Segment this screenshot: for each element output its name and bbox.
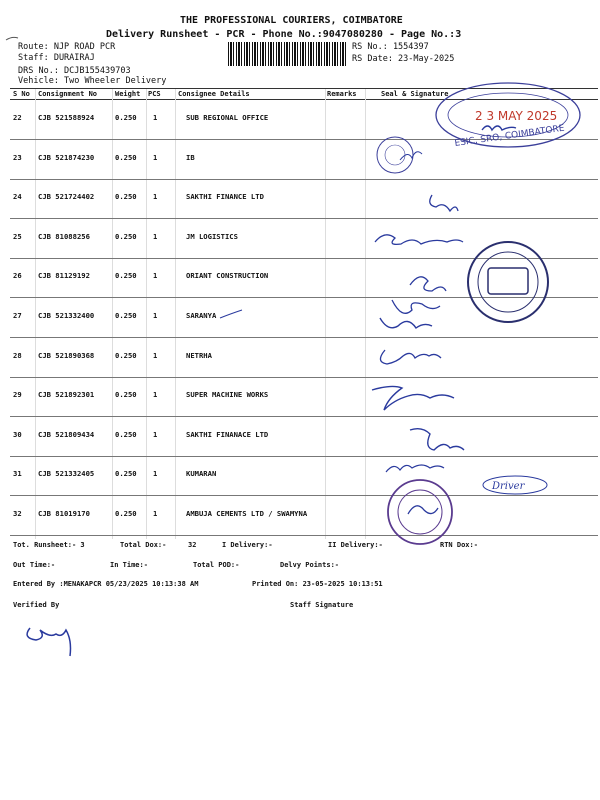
row-weight: 0.250 [115, 232, 137, 241]
ib-stamp [377, 137, 422, 173]
drs-number: DRS No.: DCJB155439703 [18, 66, 131, 76]
pen-mark [220, 310, 242, 318]
driver-note: Driver [492, 481, 525, 492]
row-consignee: SUPER MACHINE WORKS [186, 390, 269, 399]
company-title: THE PROFESSIONAL COURIERS, COIMBATORE [180, 15, 403, 26]
col-sno: S No [13, 90, 30, 98]
staff-signature-label: Staff Signature [290, 601, 354, 609]
vehicle: Vehicle: Two Wheeler Delivery [18, 76, 167, 86]
entered-by: Entered By :MENAKAPCR 05/23/2025 10:13:38 AM [13, 580, 199, 588]
printed-on: Printed On: 23-05-2025 10:13:51 [252, 580, 383, 588]
esic-date-stamp [436, 83, 580, 149]
row-consignment: CJB 81019170 [38, 509, 90, 518]
row-pcs: 1 [153, 430, 158, 439]
row-weight: 0.250 [115, 192, 137, 201]
signature-row-31 [386, 465, 444, 472]
row-weight: 0.250 [115, 311, 137, 320]
col-remarks: Remarks [327, 90, 357, 98]
row-consignee: KUMARAN [186, 469, 217, 478]
row-sno: 27 [13, 311, 22, 320]
row-consignee: SAKTHI FINANCE LTD [186, 192, 264, 201]
out-time: Out Time:- [13, 561, 56, 569]
row-pcs: 1 [153, 192, 158, 201]
row-sno: 32 [13, 509, 22, 518]
acc-stamp [388, 480, 452, 544]
total-dox-label: Total Dox:- [120, 541, 167, 549]
total-dox-value: 32 [188, 541, 197, 549]
row-consignee: SUB REGIONAL OFFICE [186, 113, 269, 122]
row-consignment: CJB 521890368 [38, 351, 95, 360]
row-sno: 29 [13, 390, 22, 399]
row-consignment: CJB 521724402 [38, 192, 95, 201]
row-consignment: CJB 81129192 [38, 271, 90, 280]
total-pod: Total POD:- [193, 561, 240, 569]
row-sno: 28 [13, 351, 22, 360]
col-signature: Seal & Signature [381, 90, 449, 98]
row-sno: 30 [13, 430, 22, 439]
signature-row-28 [380, 350, 441, 364]
col-consignee: Consignee Details [178, 90, 250, 98]
corner-mark [6, 37, 18, 40]
signature-row-30 [410, 429, 464, 450]
rs-number: RS No.: 1554397 [352, 42, 429, 52]
row-consignment: CJB 521332400 [38, 311, 95, 320]
row-consignment: CJB 521332405 [38, 469, 95, 478]
row-consignee: AMBUJA CEMENTS LTD / SWAMYNA [186, 509, 308, 518]
col-weight: Weight [115, 90, 141, 98]
row-consignee: SAKTHI FINANACE LTD [186, 430, 269, 439]
route: Route: NJP ROAD PCR [18, 42, 116, 52]
row-pcs: 1 [153, 390, 158, 399]
row-consignment: CJB 521809434 [38, 430, 95, 439]
row-pcs: 1 [153, 232, 158, 241]
runsheet-title: Delivery Runsheet - PCR - Phone No.:9047080280 - Page No.:3 [106, 29, 462, 40]
row-weight: 0.250 [115, 113, 137, 122]
row-consignee: SARANYA [186, 311, 217, 320]
ii-delivery: II Delivery:- [328, 541, 383, 549]
row-pcs: 1 [153, 113, 158, 122]
col-pcs: PCS [148, 90, 161, 98]
row-pcs: 1 [153, 351, 158, 360]
signature-row-24 [430, 195, 458, 211]
in-time: In Time:- [110, 561, 148, 569]
row-sno: 22 [13, 113, 22, 122]
date-stamp-text: 2 3 MAY 2025 [475, 109, 558, 123]
row-weight: 0.250 [115, 469, 137, 478]
row-weight: 0.250 [115, 390, 137, 399]
i-delivery: I Delivery:- [222, 541, 273, 549]
row-sno: 23 [13, 153, 22, 162]
rs-date: RS Date: 23-May-2025 [352, 54, 455, 64]
row-weight: 0.250 [115, 351, 137, 360]
row-sno: 25 [13, 232, 22, 241]
esic-stamp-text: ESIC, SRO, COIMBATORE [454, 123, 566, 149]
col-consignment: Consignment No [38, 90, 98, 98]
row-consignment: CJB 521874230 [38, 153, 95, 162]
orient-stamp [468, 242, 548, 322]
row-consignee: NETRHA [186, 351, 212, 360]
signature-row-27a [392, 300, 440, 313]
row-pcs: 1 [153, 311, 158, 320]
row-sno: 31 [13, 469, 22, 478]
signature-row-26 [410, 277, 446, 291]
row-weight: 0.250 [115, 153, 137, 162]
row-consignee: ORIANT CONSTRUCTION [186, 271, 269, 280]
row-pcs: 1 [153, 271, 158, 280]
row-consignment: CJB 81088256 [38, 232, 90, 241]
row-consignee: JM LOGISTICS [186, 232, 238, 241]
row-consignment: CJB 521892301 [38, 390, 95, 399]
row-weight: 0.250 [115, 430, 137, 439]
row-weight: 0.250 [115, 509, 137, 518]
row-pcs: 1 [153, 153, 158, 162]
signature-row-25 [375, 235, 463, 245]
signature-row-27b [380, 318, 432, 328]
row-consignment: CJB 521588924 [38, 113, 95, 122]
row-sno: 24 [13, 192, 22, 201]
delvy-points: Delvy Points:- [280, 561, 340, 569]
signature-row-29 [372, 386, 454, 410]
row-pcs: 1 [153, 509, 158, 518]
row-sno: 26 [13, 271, 22, 280]
verified-by-signature [27, 628, 70, 656]
row-consignee: IB [186, 153, 195, 162]
rtn-dox: RTN Dox:- [440, 541, 478, 549]
row-pcs: 1 [153, 469, 158, 478]
tot-runsheet: Tot. Runsheet:- 3 [13, 541, 85, 549]
staff: Staff: DURAIRAJ [18, 53, 95, 63]
verified-by: Verified By [13, 601, 60, 609]
row-weight: 0.250 [115, 271, 137, 280]
